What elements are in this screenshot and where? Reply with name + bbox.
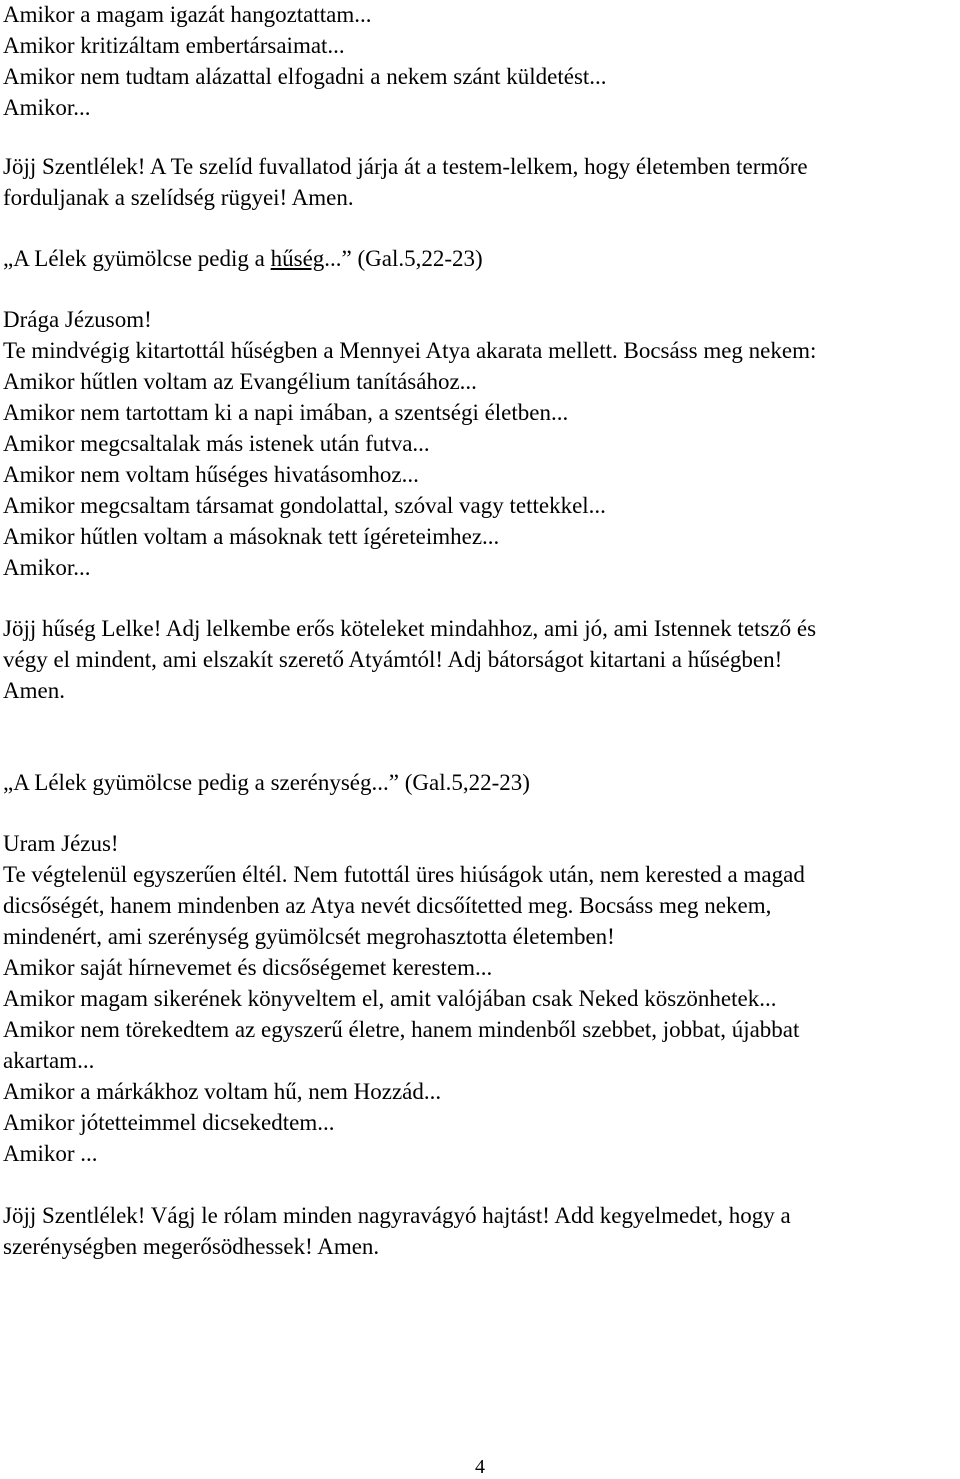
text-line: Amikor nem tartottam ki a napi imában, a szentségi életben... (3, 400, 569, 425)
text-line: Amikor jótetteimmel dicsekedtem... (3, 1110, 335, 1135)
text-line: Amikor nem voltam hűséges hivatásomhoz... (3, 462, 419, 487)
text-line: dicsőségét, hanem mindenben az Atya nevét dicsőítetted meg. Bocsáss meg nekem, (3, 893, 772, 918)
address-line: Drága Jézusom! (3, 307, 152, 332)
text-line: Amikor nem törekedtem az egyszerű életre, hanem mindenből szebbet, jobbat, újabbat (3, 1017, 800, 1042)
text-line: Amikor ... (3, 1141, 98, 1166)
page-number: 4 (475, 1456, 485, 1478)
prayer-line: szerénységben megerősödhessek! Amen. (3, 1234, 380, 1259)
text-line: Amikor... (3, 95, 91, 120)
text-line: Amikor hűtlen voltam a másoknak tett ígéreteimhez... (3, 524, 500, 549)
prayer-line: Jöjj hűség Lelke! Adj lelkembe erős köteleket mindahhoz, ami jó, ami Istennek tetsző és (3, 616, 817, 641)
text-line: Amikor kritizáltam embertársaimat... (3, 33, 345, 58)
prayer-line: forduljanak a szelídség rügyei! Amen. (3, 185, 354, 210)
text-line: Amikor megcsaltalak más istenek után futva... (3, 431, 430, 456)
text-line: Amikor megcsaltam társamat gondolattal, szóval vagy tettekkel... (3, 493, 606, 518)
bible-quote (3, 244, 483, 274)
prayer-line: Amen. (3, 678, 65, 703)
prayer-line: végy el mindent, ami elszakít szerető Atyámtól! Adj bátorságot kitartani a hűségben! (3, 647, 783, 672)
quote-suffix: ...” (Gal.5,22-23) (324, 246, 483, 271)
text-line: Amikor magam sikerének könyveltem el, amit valójában csak Neked köszönhetek... (3, 986, 777, 1011)
quote-prefix: „A Lélek gyümölcse pedig a (3, 246, 271, 271)
text-line: Amikor a márkákhoz voltam hű, nem Hozzád... (3, 1079, 442, 1104)
prayer-line: Jöjj Szentlélek! Vágj le rólam minden nagyravágyó hajtást! Add kegyelmedet, hogy a (3, 1203, 791, 1228)
prayer-line: Jöjj Szentlélek! A Te szelíd fuvallatod járja át a testem-lelkem, hogy életemben termőre (3, 154, 808, 179)
text-line: Te mindvégig kitartottál hűségben a Mennyei Atya akarata mellett. Bocsáss meg nekem: (3, 338, 817, 363)
text-line: Te végtelenül egyszerűen éltél. Nem futottál üres hiúságok után, nem kerested a magad (3, 862, 805, 887)
text-line: Amikor saját hírnevemet és dicsőségemet kerestem... (3, 955, 493, 980)
quote-virtue: hűség (270, 246, 325, 271)
address-line: Uram Jézus! (3, 831, 119, 856)
text-line: Amikor hűtlen voltam az Evangélium tanításához... (3, 369, 477, 394)
text-line: mindenért, ami szerénység gyümölcsét megrohasztotta életemben! (3, 924, 615, 949)
text-line: akartam... (3, 1048, 95, 1073)
text-line: Amikor... (3, 555, 91, 580)
text-line: Amikor nem tudtam alázattal elfogadni a nekem szánt küldetést... (3, 64, 607, 89)
text-line: Amikor a magam igazát hangoztattam... (3, 2, 372, 27)
bible-quote: „A Lélek gyümölcse pedig a szerénység...” (Gal.5,22-23) (3, 770, 530, 795)
